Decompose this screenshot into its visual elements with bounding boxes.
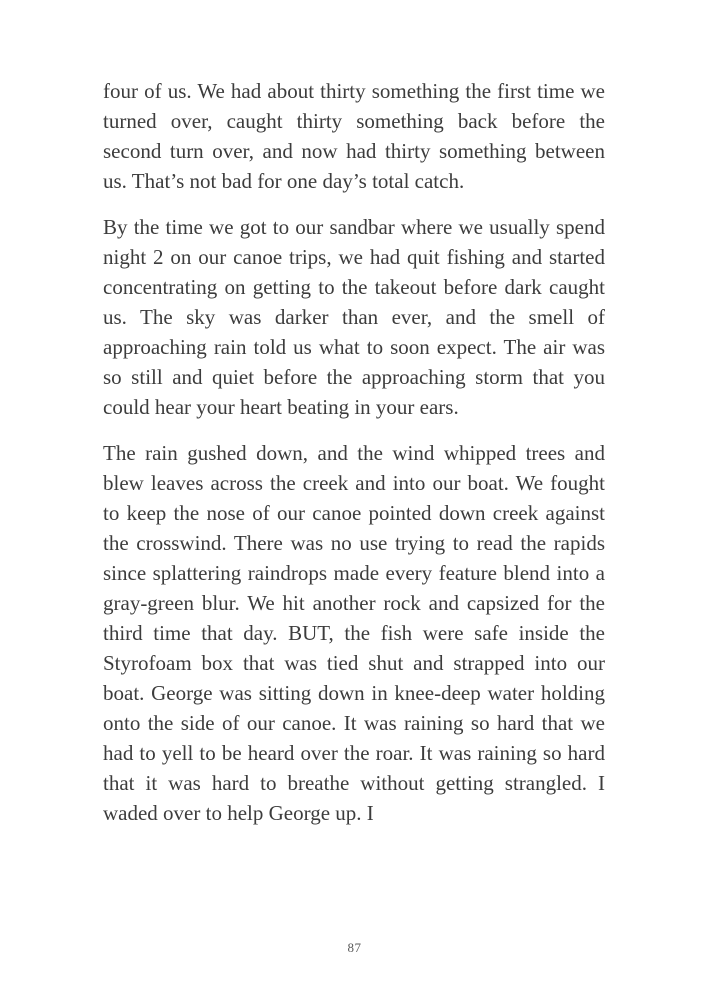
paragraph-1: four of us. We had about thirty something the first time we turned over, caught thirty something back before the second turn over, and now had thirty something between us. That’s not bad for one day’s total catch. — [103, 79, 605, 193]
text-block — [103, 76, 605, 828]
paragraph-2: By the time we got to our sandbar where we usually spend night 2 on our canoe trips, we had quit fishing and started concentrating on getting to the takeout before dark caught us. The sky was darker than ever, and the smell of approaching rain told us what to soon expect. The air was so still and quiet before the approaching storm that you could hear your heart beating in your ears. — [103, 215, 605, 419]
paragraph-3: The rain gushed down, and the wind whipped trees and blew leaves across the creek and into our boat. We fought to keep the nose of our canoe pointed down creek against the crosswind. There was no use trying to read the rapids since splattering raindrops made every feature blend into a gray-green blur. We hit another rock and capsized for the third time that day. BUT, the fish were safe inside the Styrofoam box that was tied shut and strapped into our boat. George was sitting down in knee-deep water holding onto the side of our canoe. It was raining so hard that we had to yell to be heard over the roar. It was raining so hard that it was hard to breathe without getting strangled. I waded over to help George up. I — [103, 441, 605, 825]
page-number: 87 — [347, 940, 362, 955]
